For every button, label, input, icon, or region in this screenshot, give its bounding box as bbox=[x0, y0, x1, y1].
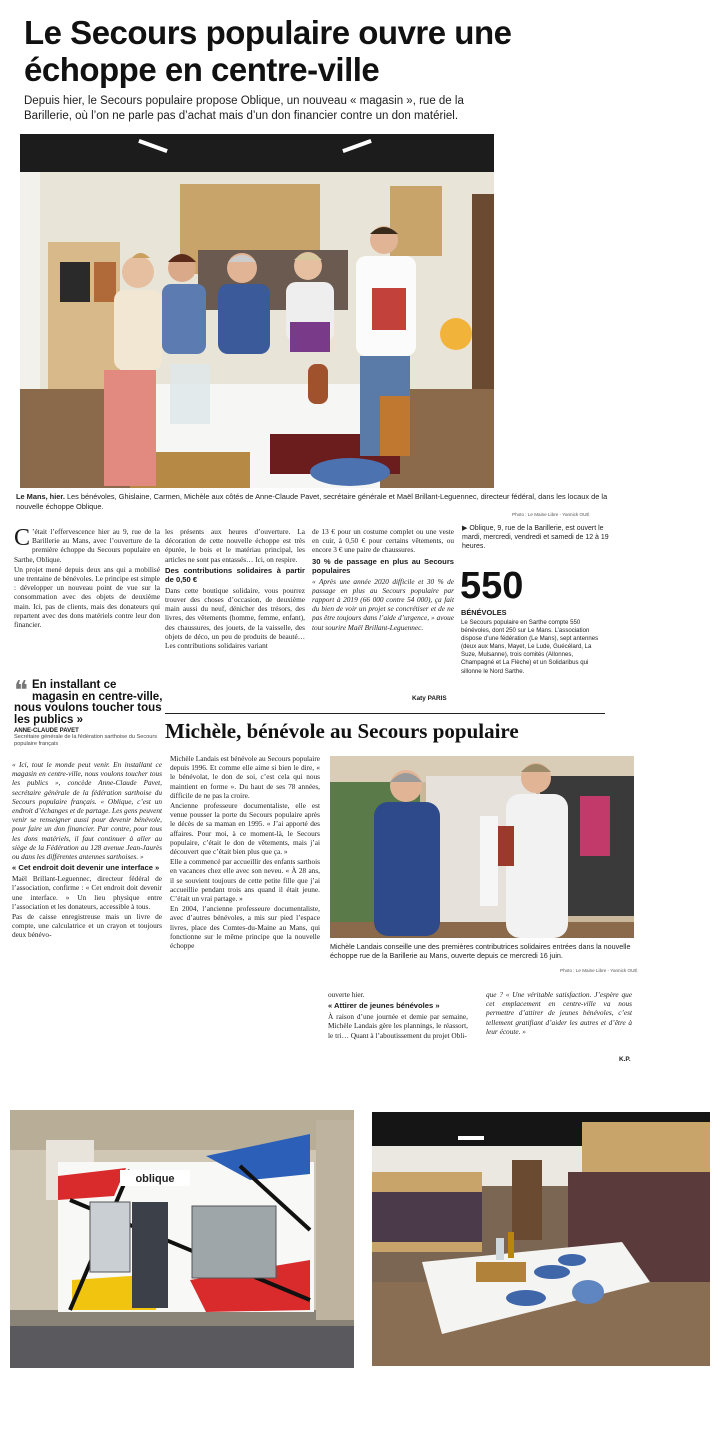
stat-number: 550 bbox=[460, 565, 524, 607]
col3-subhead: 30 % de passage en plus au Secours populaires bbox=[312, 556, 454, 575]
col3-p2: « Après une année 2020 difficile et 30 % de passage en plus au Secours populaire par rapport à 2019 (66 000 contre 54 000), ça fait du bien de voir un projet se concrétiser et de ne pas être toujours dans l’aide d’urgence, » avoue tout sourire Maël Brillant-Leguennec. bbox=[312, 576, 454, 632]
article-col-2 bbox=[165, 527, 305, 651]
article-col-1b bbox=[12, 760, 162, 941]
col2-subhead: Des contributions solidaires à partir de 0,50 € bbox=[165, 565, 305, 584]
photo-credit: Photo : Le Maine Libre - Yannick OUÉ bbox=[512, 512, 590, 517]
a2-p2: Ancienne professeure documentaliste, elle est venue pousser la porte du Secours populaire après le décès de sa maman en 1995. « J’ai apporté des affaires. Pour moi, à ce moment-là, le Secours populaire, c’était le don de vêtements, mais j’ai découvert que c’était bien plus que ça. » bbox=[170, 801, 320, 857]
arrow-icon: ▶ bbox=[462, 525, 470, 532]
a2b-p2: À raison d’une journée et demie par semaine, Michèle Landais gère les plannings, le réassort, le tri… Quant à l’aboutissement du projet Obli- bbox=[328, 1012, 468, 1040]
col1b-p2: Maël Brillant-Leguennec, directeur fédéral de l’association, confirme : « Cet endroit doit devenir une interface. » Un lieu physique entre l’association et les donateurs, accessible à tous. bbox=[12, 874, 162, 911]
info-box bbox=[462, 524, 610, 551]
section-divider bbox=[165, 713, 605, 714]
a2b-subhead: « Attirer de jeunes bénévoles » bbox=[328, 1001, 440, 1011]
article2-caption: Michèle Landais conseille une des premières contributrices solidaires entrées dans la nouvelle échoppe rue de la Barillerie au Mans, ouverte depuis ce mercredi 16 juin. bbox=[330, 942, 631, 961]
byline: Katy PARIS bbox=[412, 695, 447, 702]
headline: Le Secours populaire ouvre une échoppe en centre-ville bbox=[24, 14, 512, 88]
photo-volunteers bbox=[20, 134, 494, 488]
article2-col-3 bbox=[486, 990, 632, 1037]
article2-col-1 bbox=[170, 754, 320, 951]
stat-label: BÉNÉVOLES bbox=[461, 608, 507, 617]
pull-quote bbox=[14, 675, 164, 748]
a2b-p1: ouverte hier. bbox=[328, 990, 365, 999]
pull-quote-author: ANNE-CLAUDE PAVET bbox=[14, 728, 79, 734]
store-sign-text: oblique bbox=[135, 1173, 175, 1185]
a2-p3: Elle a commencé par accueillir des enfants sarthois en vacances chez elle avec son neveu. « À 28 ans, il se souvient toujours de cette petite fille que j’ai accueillie pendant trois ans quand il était jeune. C’était un vrai partage. » bbox=[170, 857, 320, 904]
article-col-3 bbox=[312, 527, 454, 633]
photo-storefront bbox=[10, 1110, 354, 1368]
article-col-1 bbox=[14, 527, 160, 630]
article2-byline: K.P. bbox=[619, 1056, 631, 1063]
photo-shop-interior bbox=[372, 1112, 710, 1366]
article2-title: Michèle, bénévole au Secours populaire bbox=[165, 719, 519, 743]
col2-p2: Dans cette boutique solidaire, vous pourrez trouver des choses d’occasion, de deuxième main aussi du neuf, dénicher des trésors, des livres, des vêtements (homme, femme, enfant), des chaussures, des jouets, de la vaisselle, des objets de déco, un peu de produits de beauté… Les contributions solidaires variant bbox=[165, 585, 305, 651]
article2-credit: Photo : Le Maine Libre - Yannick OUÉ bbox=[560, 968, 638, 973]
caption-text: Les bénévoles, Ghislaine, Carmen, Michèle aux côtés de Anne-Claude Pavet, secrétaire générale et Maël Brillant-Leguennec, directeur fédéral, dans les locaux de la nouvelle échoppe Oblique. bbox=[16, 492, 608, 511]
photo-caption bbox=[16, 492, 612, 511]
info-text: Oblique, 9, rue de la Barillerie, est ouvert le mardi, mercredi, vendredi et samedi de 12 à 19 heures. bbox=[462, 525, 609, 550]
pull-quote-role: Secrétaire générale de la fédération sarthoise du Secours populaire français bbox=[14, 734, 158, 747]
dropcap: C bbox=[14, 525, 31, 551]
quote-mark-icon: ❝ bbox=[14, 675, 28, 705]
a2c-p1: que ? « Une véritable satisfaction. J’espère que cet emplacement en centre-ville va nous permettre d’attirer de jeunes bénévoles, c’est tellement gratifiant d’aider les autres et d’être à leur écoute. » bbox=[486, 990, 632, 1036]
col2-p1: les présents aux heures d’ouverture. La décoration de cette nouvelle échoppe est très épurée, le bois et le matériau principal, les articles ne sont pas entassés… Ici, on respire. bbox=[165, 527, 305, 564]
col3-p1: de 13 € pour un costume complet ou une veste en cuir, à 0,50 € pour certains vêtements, ou encore 3 € une paire de chaussures. bbox=[312, 527, 454, 555]
a2-p1: Michèle Landais est bénévole au Secours populaire depuis 1996. Et comme elle aime si bien le dire, « le bénévolat, le don de soi, c’est cela qui nous maintient en forme ». Du haut de ses 78 années, difficile de ne pas la croire. bbox=[170, 754, 320, 800]
col1b-p3: Pas de caisse enregistreuse mais un livre de compte, une calculatrice et un crayon et toujours deux bénévo- bbox=[12, 912, 162, 940]
photo-michele bbox=[330, 756, 634, 938]
standfirst: Depuis hier, le Secours populaire propose Oblique, un nouveau « magasin », rue de la Barillerie, où l’on ne parle pas d’achat mais d’un don financier contre un don matériel. bbox=[24, 95, 464, 122]
col1b-subhead: « Cet endroit doit devenir une interface » bbox=[12, 863, 160, 873]
caption-lead: Le Mans, hier. bbox=[16, 492, 65, 501]
col1-p2: Un projet mené depuis deux ans qui a mobilisé une trentaine de bénévoles. Le principe est simple : développer un nouveau point de vue sur la consommation avec des objets de deuxième main. Ici, pas de clients, mais des donateurs qui repartent avec des dons matériels contre leur don financier. bbox=[14, 564, 160, 630]
col1b-p1: « Ici, tout le monde peut venir. En installant ce magasin en centre-ville, nous voulons toucher tous les publics », concède Anne-Claude Pavet, secrétaire générale de la fédération sarthoise du Secours populaire français. « Oblique, c’est un endroit d’échanges et de partage. Les gens peuvent venir se renseigner aussi pour devenir bénévole, pour faire un don financier. Par contre, pour tous les dons matériels, il faut continuer à aller au siège de la Fédération au 128 avenue Jean-Jaurès ou dans les différentes antennes sarthoises. » bbox=[12, 760, 162, 862]
a2-p4: En 2004, l’ancienne professeure documentaliste, avec d’autres bénévoles, a mis sur pied l’espace livres, place des Comtes-du-Maine au Mans, qui fonctionne sur le même principe que la nouvelle échoppe bbox=[170, 904, 320, 951]
pull-quote-text: En installant ce magasin en centre-ville, nous voulons toucher tous les publics » bbox=[14, 679, 163, 726]
stat-text: Le Secours populaire en Sarthe compte 550 bénévoles, dont 250 sur Le Mans. L’association dispose d’une fédération (Le Mans), sept antennes (deux aux Mans, Mayet, Le Lude, Guécélard, La Suze, Mulsanne), trois comités (Allonnes, Champagné et La Flèche) et un Solidaribus qui sillonne le Nord Sarthe. bbox=[461, 619, 599, 675]
article2-col-2 bbox=[328, 990, 468, 1041]
col1-p1: ’était l’effervescence hier au 9, rue de la Barillerie au Mans, avec l’ouverture de la première échoppe du Secours populaire en Sarthe, Oblique. bbox=[14, 527, 160, 564]
